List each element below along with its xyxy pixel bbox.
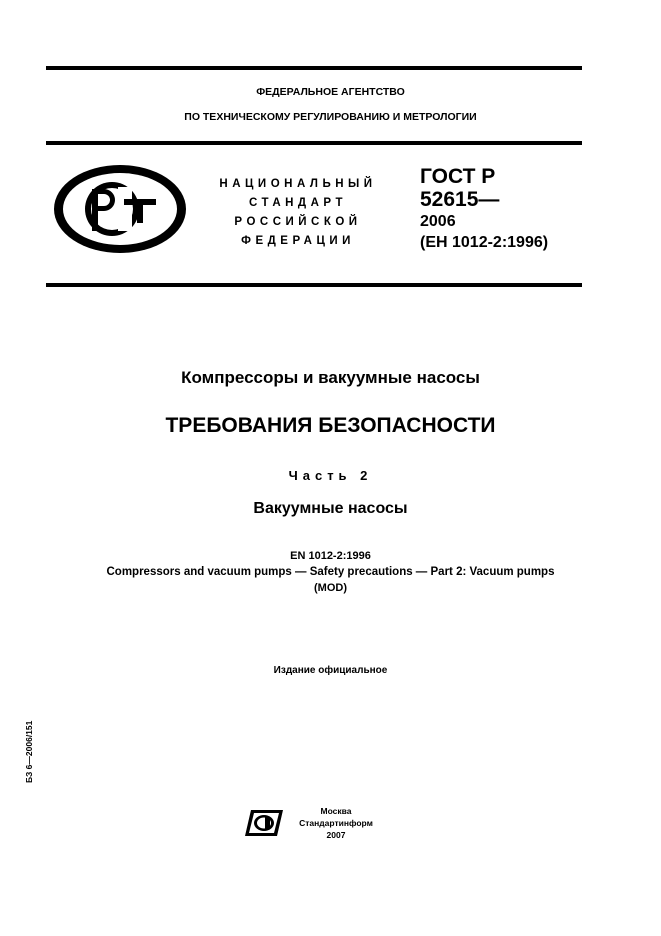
publisher-logo-text: СИ	[245, 808, 247, 809]
agency-line-2: ПО ТЕХНИЧЕСКОМУ РЕГУЛИРОВАНИЮ И МЕТРОЛОГИИ	[184, 111, 477, 123]
top-rule	[46, 66, 582, 70]
designation-line-3: 2006	[420, 213, 456, 230]
designation-line-4: (ЕН 1012-2:1996)	[420, 234, 549, 251]
standard-designation	[420, 165, 548, 253]
subject-title: Компрессоры и вакуумные насосы	[181, 368, 480, 387]
designation-line-2: 52615—	[420, 188, 500, 211]
rst-logo-icon	[52, 163, 188, 255]
designation-line-1: ГОСТ Р	[420, 165, 496, 188]
logo-text: РСТ	[52, 163, 54, 164]
national-standard-line-3: РОССИЙСКОЙ	[234, 216, 362, 228]
national-standard-block	[208, 175, 388, 251]
side-code: БЗ 6—2006/151	[24, 720, 34, 783]
national-standard-line-4: ФЕДЕРАЦИИ	[241, 235, 355, 247]
publisher-name: Стандартинформ	[299, 818, 373, 828]
publisher-year: 2007	[326, 830, 346, 840]
publisher-block	[296, 805, 376, 841]
standartinform-logo-icon	[245, 808, 283, 838]
national-standard-line-2: СТАНДАРТ	[249, 197, 347, 209]
requirements-title: ТРЕБОВАНИЯ БЕЗОПАСНОСТИ	[165, 414, 496, 437]
edition-note: Издание официальное	[273, 665, 388, 676]
part-number: Часть 2	[288, 468, 373, 483]
bottom-rule	[46, 283, 582, 287]
agency-line-1: ФЕДЕРАЛЬНОЕ АГЕНТСТВО	[256, 86, 405, 98]
source-standard-degree: (MOD)	[314, 582, 347, 594]
source-standard-title: Compressors and vacuum pumps — Safety precautions — Part 2: Vacuum pumps	[106, 566, 555, 578]
source-standard-code: EN 1012-2:1996	[290, 550, 371, 562]
part-title: Вакуумные насосы	[253, 500, 408, 517]
national-standard-line-1: НАЦИОНАЛЬНЫЙ	[219, 178, 377, 190]
middle-rule	[46, 141, 582, 145]
publisher-city: Москва	[320, 806, 352, 816]
